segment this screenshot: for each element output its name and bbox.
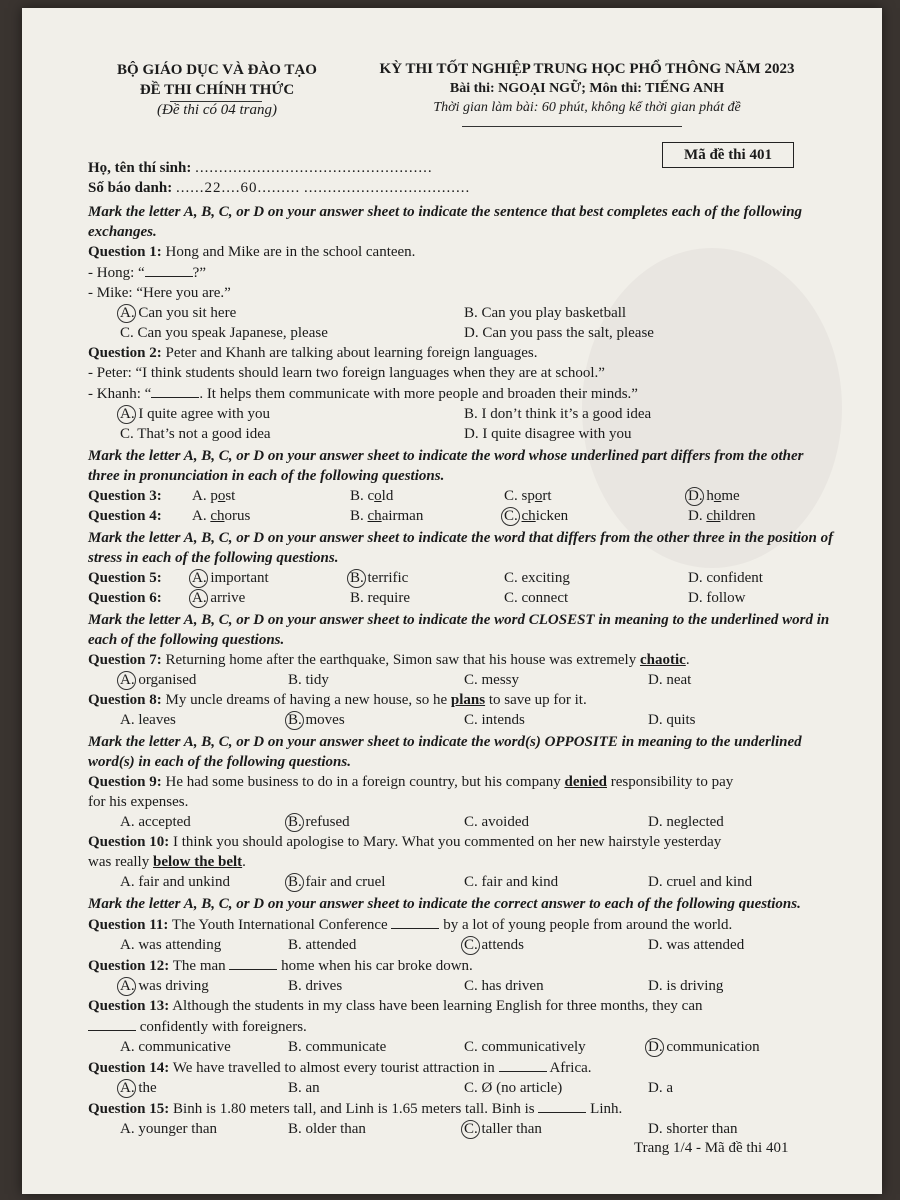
q9-options: [88, 812, 836, 832]
q7-underlined-word: chaotic: [639, 652, 686, 668]
q8-end: to save up for it.: [488, 692, 587, 708]
q2-line-1: - Peter: “I think students should learn two foreign languages when they are at school.”: [88, 365, 605, 381]
q13-line-2: [88, 1016, 836, 1037]
student-name-row: [88, 158, 836, 178]
q10-option-c[interactable]: C. fair and kind: [464, 874, 559, 890]
q10-l2a: was really: [88, 854, 150, 870]
q13-blank: [88, 1016, 136, 1031]
q7-option-a[interactable]: A. organised: [120, 672, 197, 688]
header-left: [102, 60, 332, 120]
q13-text: Although the students in my class have been learning English for three months, they can: [172, 998, 703, 1014]
q13-option-b[interactable]: B. communicate: [288, 1039, 387, 1055]
q2-option-d[interactable]: D. I quite disagree with you: [464, 426, 632, 442]
section-4-instruction: Mark the letter A, B, C, or D on your answer sheet to indicate the word CLOSEST in meaning to the underlined word in each of the following questions.: [88, 612, 830, 648]
q8-text: My uncle dreams of having a new house, so he: [165, 692, 448, 708]
q13-stem: [88, 996, 836, 1016]
q1-option-b[interactable]: B. Can you play basketball: [464, 305, 627, 321]
q12-stem: [88, 955, 836, 976]
q10-label: Question 10:: [88, 834, 170, 850]
q4-d-ul: ch: [706, 508, 721, 524]
q15-end: Linh.: [590, 1101, 623, 1117]
header-left-rule: [170, 101, 262, 102]
q1-hong-a: - Hong: “: [88, 265, 145, 281]
q2-options-2: [88, 424, 836, 444]
q5-option-b[interactable]: B. terrific: [350, 570, 409, 586]
q3-option-a[interactable]: [192, 486, 235, 506]
q9-underlined-word: denied: [564, 774, 607, 790]
q10-options: [88, 872, 836, 892]
q2-blank: [151, 383, 199, 398]
q11-option-c[interactable]: C. attends: [464, 937, 524, 953]
q9-option-c[interactable]: C. avoided: [464, 814, 529, 830]
q10-option-b[interactable]: B. fair and cruel: [288, 874, 386, 890]
q15-options: [88, 1119, 836, 1139]
exam-content: [88, 158, 836, 1139]
q10-end: .: [242, 854, 246, 870]
q3-a-ul: o: [217, 488, 226, 504]
q4-d-post: ildren: [720, 508, 756, 524]
header-right: [352, 60, 822, 117]
q12-option-b[interactable]: B. drives: [288, 978, 343, 994]
q1-line-1: [88, 262, 836, 283]
q12-options: [88, 976, 836, 996]
q8-option-c[interactable]: C. intends: [464, 712, 525, 728]
q6-option-a[interactable]: A. arrive: [192, 590, 246, 606]
student-id-row: [88, 178, 836, 200]
q12-label: Question 12:: [88, 958, 170, 974]
q14-end: Africa.: [549, 1060, 592, 1076]
q8-option-a[interactable]: A. leaves: [120, 712, 176, 728]
q4-option-c[interactable]: [504, 506, 568, 526]
q9-end: responsibility to pay: [610, 774, 734, 790]
q10-text: I think you should apologise to Mary. What you commented on her new hairstyle yesterday: [173, 834, 722, 850]
q4-b-post: airman: [381, 508, 424, 524]
q9-option-a[interactable]: A. accepted: [120, 814, 191, 830]
q3-option-d[interactable]: [688, 486, 740, 506]
q9-text: He had some business to do in a foreign country, but his company: [165, 774, 561, 790]
student-id-dots: ...................................: [303, 180, 471, 196]
student-id-label: Số báo danh:: [88, 180, 173, 196]
q1-line-2: - Mike: “Here you are.”: [88, 285, 231, 301]
q5-option-d[interactable]: D. confident: [688, 570, 763, 586]
q10-underlined-words: below the belt: [152, 854, 243, 870]
q3-c-pre: C. sp: [504, 488, 535, 504]
q4-c-ul: ch: [521, 508, 536, 524]
q15-option-a[interactable]: A. younger than: [120, 1121, 218, 1137]
q9-option-d[interactable]: D. neglected: [648, 814, 724, 830]
q9-line-2: for his expenses.: [88, 794, 189, 810]
q15-label: Question 15:: [88, 1101, 170, 1117]
section-6-instruction: Mark the letter A, B, C, or D on your answer sheet to indicate the correct answer to each of the following questions.: [88, 896, 801, 912]
q2-option-c[interactable]: C. That’s not a good idea: [120, 426, 271, 442]
q3-a-pre: A. p: [192, 488, 218, 504]
q7-end: .: [685, 652, 690, 668]
q1-option-c[interactable]: C. Can you speak Japanese, please: [120, 325, 328, 341]
q8-underlined-word: plans: [450, 692, 486, 708]
q13-l2: confidently with foreigners.: [139, 1019, 307, 1035]
q7-option-d[interactable]: D. neat: [648, 672, 692, 688]
q8-options: [88, 710, 836, 730]
q5-option-a[interactable]: A. important: [192, 570, 269, 586]
q4-a-post: orus: [224, 508, 251, 524]
header-right-rule: [462, 126, 682, 127]
q4-label: Question 4:: [88, 508, 162, 524]
q9-label: Question 9:: [88, 774, 162, 790]
q3-d-post: me: [721, 488, 740, 504]
q7-label: Question 7:: [88, 652, 162, 668]
q3-b-pre: B. c: [350, 488, 375, 504]
q3-d-pre: D. h: [688, 488, 714, 504]
q2-khanh-b: . It helps them communicate with more people and broaden their minds.”: [199, 386, 638, 402]
q3-option-c[interactable]: [504, 486, 552, 506]
q2-stem: [88, 343, 836, 363]
q8-option-d[interactable]: D. quits: [648, 712, 696, 728]
q1-options-1: [88, 303, 836, 323]
student-name-label: Họ, tên thí sinh:: [88, 160, 192, 176]
q12-option-c[interactable]: C. has driven: [464, 978, 544, 994]
ministry-name: BỘ GIÁO DỤC VÀ ĐÀO TẠO: [117, 62, 317, 78]
q8-stem: [88, 690, 836, 710]
section-2-instruction: Mark the letter A, B, C, or D on your answer sheet to indicate the word whose underlined part differs from the other three in pronunciation in each of the following questions.: [88, 448, 804, 484]
q5-label: Question 5:: [88, 570, 162, 586]
student-name-dots: ..................................................: [195, 160, 433, 176]
section-5-instruction: Mark the letter A, B, C, or D on your answer sheet to indicate the word(s) OPPOSITE in meaning to the underlined word(s) in each of the following questions.: [88, 734, 802, 770]
section-3-instruction: Mark the letter A, B, C, or D on your answer sheet to indicate the word that differs from the other three in the position of stress in each of the following questions.: [88, 530, 834, 566]
q2-options-1: [88, 404, 836, 424]
q7-option-b[interactable]: B. tidy: [288, 672, 329, 688]
q14-stem: [88, 1057, 836, 1078]
q11-option-a[interactable]: A. was attending: [120, 937, 222, 953]
q9-option-b[interactable]: B. refused: [288, 814, 350, 830]
q5-option-c[interactable]: C. exciting: [504, 570, 570, 586]
q3-d-ul: o: [713, 488, 722, 504]
q10-line-2: [88, 852, 836, 872]
q1-option-d[interactable]: D. Can you pass the salt, please: [464, 325, 654, 341]
page-number: Trang 1/4 - Mã đề thi 401: [634, 1140, 789, 1156]
q2-option-b[interactable]: B. I don’t think it’s a good idea: [464, 406, 652, 422]
q4-a-ul: ch: [210, 508, 225, 524]
q15-option-d[interactable]: D. shorter than: [648, 1121, 738, 1137]
q13-option-c[interactable]: C. communicatively: [464, 1039, 586, 1055]
q2-khanh-a: - Khanh: “: [88, 386, 152, 402]
q1-label: Question 1:: [88, 244, 162, 260]
q13-option-a[interactable]: A. communicative: [120, 1039, 231, 1055]
q14-options: [88, 1078, 836, 1098]
q10-option-d[interactable]: D. cruel and kind: [648, 874, 753, 890]
q14-label: Question 14:: [88, 1060, 170, 1076]
q3-option-b[interactable]: [350, 486, 393, 506]
q15-stem: [88, 1098, 836, 1119]
q12-blank: [229, 955, 277, 970]
q11-blank: [391, 914, 439, 929]
q12-end: home when his car broke down.: [281, 958, 473, 974]
q15-option-b[interactable]: B. older than: [288, 1121, 366, 1137]
q4-b-ul: ch: [367, 508, 382, 524]
q2-label: Question 2:: [88, 345, 162, 361]
q1-option-a[interactable]: A. Can you sit here: [120, 305, 237, 321]
q11-stem: [88, 914, 836, 935]
section-1-instruction: Mark the letter A, B, C, or D on your answer sheet to indicate the sentence that best completes each of the following exchanges.: [88, 204, 803, 240]
q4-row: [88, 506, 836, 526]
q6-label: Question 6:: [88, 590, 162, 606]
q12-option-a[interactable]: A. was driving: [120, 978, 209, 994]
q7-option-c[interactable]: C. messy: [464, 672, 520, 688]
q13-option-d[interactable]: D. communication: [648, 1039, 760, 1055]
q4-d-pre: D.: [688, 508, 707, 524]
q1-stem: [88, 242, 836, 262]
q4-option-d[interactable]: [688, 506, 756, 526]
q9-stem: [88, 772, 836, 792]
q11-text: The Youth International Conference: [171, 917, 388, 933]
q5-row: [88, 568, 836, 588]
q14-option-b[interactable]: B. an: [288, 1080, 320, 1096]
q8-label: Question 8:: [88, 692, 162, 708]
exam-paper: [22, 8, 882, 1194]
q11-option-d[interactable]: D. was attended: [648, 937, 745, 953]
q6-option-d[interactable]: D. follow: [688, 590, 746, 606]
q3-b-post: ld: [381, 488, 394, 504]
q4-a-pre: A.: [192, 508, 211, 524]
q10-option-a[interactable]: A. fair and unkind: [120, 874, 230, 890]
q3-b-ul: o: [374, 488, 382, 504]
exam-time: Thời gian làm bài: 60 phút, không kể thời gian phát đề: [433, 100, 741, 115]
q6-row: [88, 588, 836, 608]
q12-option-d[interactable]: D. is driving: [648, 978, 724, 994]
q4-b-pre: B.: [350, 508, 368, 524]
q3-a-post: st: [225, 488, 236, 504]
q14-option-d[interactable]: D. a: [648, 1080, 673, 1096]
q14-option-a[interactable]: A. the: [120, 1080, 157, 1096]
q3-label: Question 3:: [88, 488, 162, 504]
q15-option-c[interactable]: C. taller than: [464, 1121, 542, 1137]
q1-hong-b: ?”: [192, 265, 206, 281]
q2-text: Peter and Khanh are talking about learning foreign languages.: [165, 345, 538, 361]
q2-option-a[interactable]: A. I quite agree with you: [120, 406, 270, 422]
q10-stem: [88, 832, 836, 852]
q3-row: [88, 486, 836, 506]
exam-code-box: Mã đề thi 401: [662, 142, 794, 168]
q14-option-c[interactable]: C. Ø (no article): [464, 1080, 563, 1096]
q15-text: Binh is 1.80 meters tall, and Linh is 1.65 meters tall. Binh is: [173, 1101, 535, 1117]
q15-blank: [538, 1098, 586, 1113]
official-label: ĐỀ THI CHÍNH THỨC: [139, 82, 295, 98]
exam-subject: Bài thi: NGOẠI NGỮ; Môn thi: TIẾNG ANH: [449, 81, 725, 96]
q7-text: Returning home after the earthquake, Simon saw that his house was extremely: [165, 652, 637, 668]
q1-blank: [145, 262, 193, 277]
q7-stem: [88, 650, 836, 670]
q14-blank: [499, 1057, 547, 1072]
exam-title: KỲ THI TỐT NGHIỆP TRUNG HỌC PHỔ THÔNG NĂM 2023: [379, 61, 795, 77]
q13-label: Question 13:: [88, 998, 170, 1014]
q8-option-b[interactable]: B. moves: [288, 712, 345, 728]
page-count: (Đề thi có 04 trang): [157, 102, 277, 118]
q4-c-pre: C.: [504, 508, 522, 524]
q11-options: [88, 935, 836, 955]
q6-option-c[interactable]: C. connect: [504, 590, 569, 606]
q7-options: [88, 670, 836, 690]
student-id-value: ......22....60.........: [175, 180, 301, 196]
q3-c-post: rt: [542, 488, 552, 504]
q2-line-2: [88, 383, 836, 404]
q14-text: We have travelled to almost every tourist attraction in: [172, 1060, 495, 1076]
q1-text: Hong and Mike are in the school canteen.: [165, 244, 416, 260]
q4-option-b[interactable]: [350, 506, 423, 526]
q6-option-b[interactable]: B. require: [350, 590, 410, 606]
q11-label: Question 11:: [88, 917, 169, 933]
q1-options-2: [88, 323, 836, 343]
q4-c-post: icken: [535, 508, 569, 524]
q12-text: The man: [172, 958, 226, 974]
q13-options: [88, 1037, 836, 1057]
q3-c-ul: o: [534, 488, 543, 504]
q4-option-a[interactable]: [192, 506, 250, 526]
q11-option-b[interactable]: B. attended: [288, 937, 357, 953]
q11-end: by a lot of young people from around the world.: [443, 917, 733, 933]
